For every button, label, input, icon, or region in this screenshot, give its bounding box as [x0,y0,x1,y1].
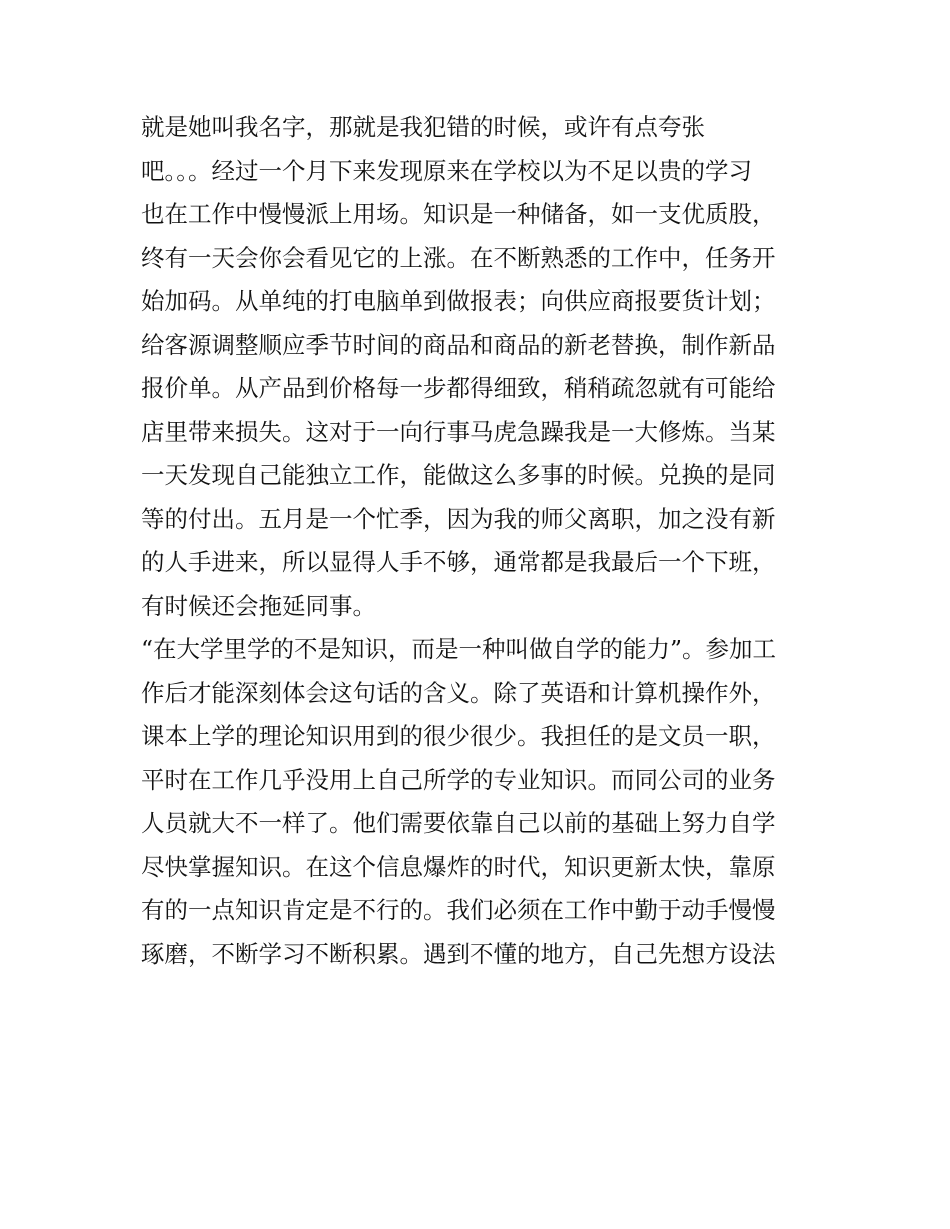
text-line: 给客源调整顺应季节时间的商品和商品的新老替换，制作新品 [141,330,776,359]
text-line: 一天发现自己能独立工作，能做这么多事的时候。兑换的是同 [141,461,776,489]
text-line: 有时候还会拖延同事。 [141,591,376,620]
text-line: 始加码。从单纯的打电脑单到做报表；向供应商报要货计划； [141,287,776,315]
text-line: 作后才能深刻体会这句话的含义。除了英语和计算机操作外， [141,678,776,707]
text-line: 就是她叫我名字，那就是我犯错的时候，或许有点夸张 [141,113,705,141]
text-line: 人员就大不一样了。他们需要依靠自己以前的基础上努力自学 [141,809,776,837]
text-line: 尽快掌握知识。在这个信息爆炸的时代，知识更新太快，靠原 [141,852,776,881]
body-text [141,106,821,976]
text-line: 报价单。从产品到价格每一步都得细致，稍稍疏忽就有可能给 [141,374,776,402]
text-line: 等的付出。五月是一个忙季，因为我的师父离职，加之没有新 [141,504,776,533]
text-line: 的人手进来，所以显得人手不够，通常都是我最后一个下班， [141,548,776,576]
text-line: 终有一天会你会看见它的上涨。在不断熟悉的工作中，任务开 [141,243,776,272]
text-line: 店里带来损失。这对于一向行事马虎急躁我是一大修炼。当某 [141,417,776,446]
text-line: 吧。。。经过一个月下来发现原来在学校以为不足以贵的学习 [141,156,752,185]
text-line: 平时在工作几乎没用上自己所学的专业知识。而同公司的业务 [141,765,776,794]
text-line: 课本上学的理论知识用到的很少很少。我担任的是文员一职， [141,722,776,750]
text-line: 琢磨，不断学习不断积累。遇到不懂的地方，自己先想方设法 [141,939,776,968]
text-line: 也在工作中慢慢派上用场。知识是一种储备，如一支优质股， [141,200,776,228]
text-line: 有的一点知识肯定是不行的。我们必须在工作中勤于动手慢慢 [141,896,776,924]
text-line: “在大学里学的不是知识，而是一种叫做自学的能力”。参加工 [141,635,777,663]
